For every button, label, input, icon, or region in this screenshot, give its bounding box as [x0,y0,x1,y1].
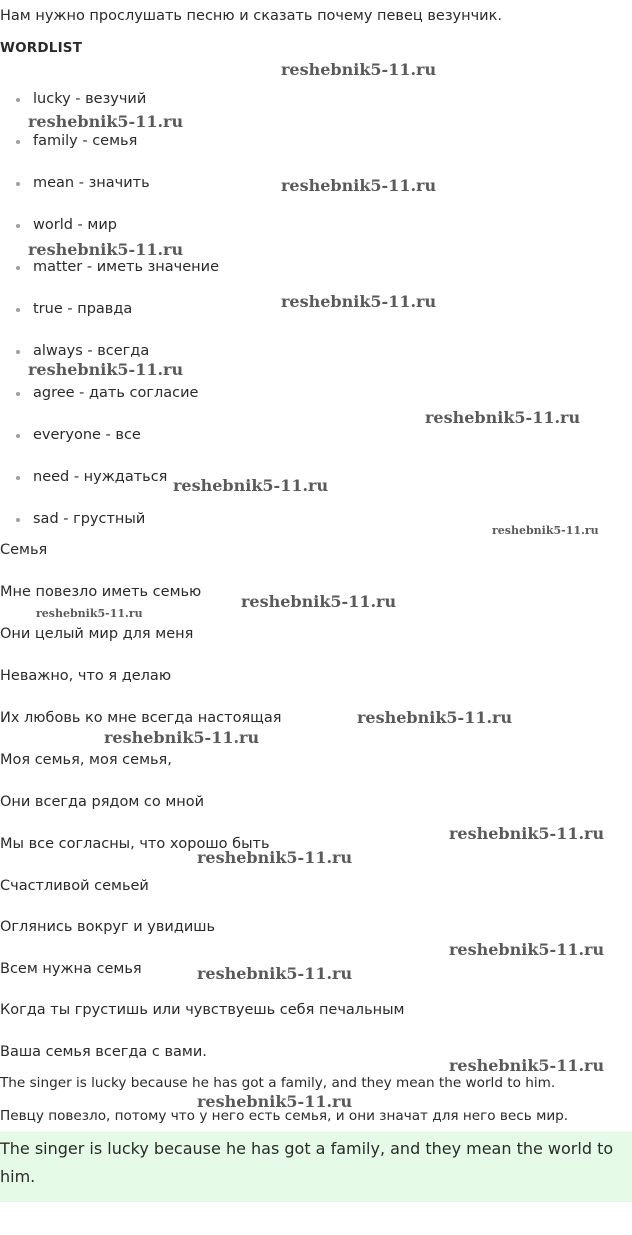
translation-line: Оглянись вокруг и увидишь [0,919,216,935]
bullet-icon [16,308,20,312]
bullet-icon [16,350,20,354]
watermark: reshebnik5-11.ru [357,708,513,727]
bullet-icon [16,434,20,438]
answer-english: The singer is lucky because he has got a family, and they mean the world to him. [0,1075,556,1091]
wordlist-item: everyone - все [33,427,141,443]
wordlist-item: always - всегда [33,343,150,359]
watermark: reshebnik5-11.ru [197,964,353,983]
translation-line: Мне повезло иметь семью [0,584,202,600]
wordlist-item: sad - грустный [33,511,146,527]
translation-line: Всем нужна семья [0,961,142,977]
wordlist-item: family - семья [33,133,138,149]
translation-line: Мы все согласны, что хорошо быть [0,836,270,852]
watermark: reshebnik5-11.ru [281,60,437,79]
watermark: reshebnik5-11.ru [197,1092,353,1111]
translation-line: Они целый мир для меня [0,626,194,642]
bullet-icon [16,518,20,522]
wordlist-item: lucky - везучий [33,91,147,107]
answer-highlight-box [0,1131,632,1202]
watermark: reshebnik5-11.ru [449,1056,605,1075]
wordlist-item: need - нуждаться [33,469,168,485]
watermark: reshebnik5-11.ru [449,940,605,959]
translation-line: Их любовь ко мне всегда настоящая [0,710,282,726]
translation-line: Счастливой семьей [0,878,149,894]
watermark: reshebnik5-11.ru [28,240,184,259]
answer-russian: Певцу повезло, потому что у него есть семья, и они значат для него весь мир. [0,1108,569,1124]
watermark: reshebnik5-11.ru [492,524,599,537]
watermark: reshebnik5-11.ru [281,176,437,195]
wordlist-title: WORDLIST [0,40,83,56]
translation-line: Моя семья, моя семья, [0,752,172,768]
bullet-icon [16,140,20,144]
wordlist-item: agree - дать согласие [33,385,199,401]
watermark: reshebnik5-11.ru [104,728,260,747]
bullet-icon [16,182,20,186]
answer-highlight-text: The singer is lucky because he has got a family, and they mean the world to him. [0,1139,614,1186]
watermark: reshebnik5-11.ru [241,592,397,611]
translation-line: Ваша семья всегда с вами. [0,1044,207,1060]
intro-text: Нам нужно прослушать песню и сказать почему певец везунчик. [0,8,502,24]
bullet-icon [16,392,20,396]
bullet-icon [16,476,20,480]
watermark: reshebnik5-11.ru [28,360,184,379]
bullet-icon [16,98,20,102]
translation-line: Они всегда рядом со мной [0,794,205,810]
translation-line: Неважно, что я делаю [0,668,172,684]
watermark: reshebnik5-11.ru [28,112,184,131]
watermark: reshebnik5-11.ru [197,848,353,867]
wordlist-item: world - мир [33,217,117,233]
translation-line: Когда ты грустишь или чувствуешь себя печальным [0,1002,405,1018]
wordlist-item: matter - иметь значение [33,259,219,275]
watermark: reshebnik5-11.ru [36,607,143,620]
bullet-icon [16,224,20,228]
translation-line: Семья [0,542,48,558]
wordlist-item: mean - значить [33,175,150,191]
watermark: reshebnik5-11.ru [425,408,581,427]
bullet-icon [16,266,20,270]
watermark: reshebnik5-11.ru [281,292,437,311]
wordlist-item: true - правда [33,301,133,317]
watermark: reshebnik5-11.ru [173,476,329,495]
watermark: reshebnik5-11.ru [449,824,605,843]
